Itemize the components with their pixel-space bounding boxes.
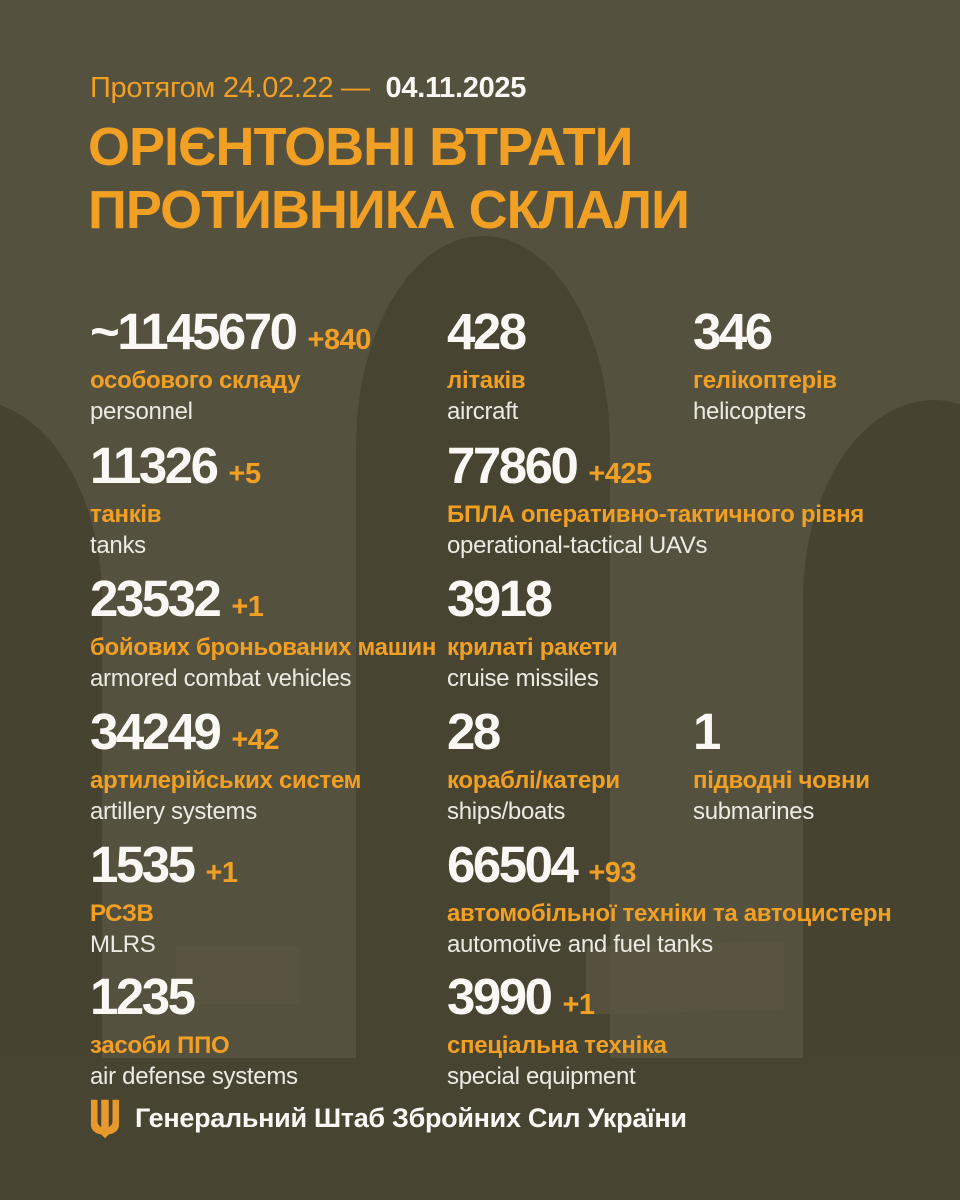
stat-label-en: aircraft xyxy=(447,397,518,425)
stat-label-en: cruise missiles xyxy=(447,664,599,692)
stat-aircraft xyxy=(447,303,537,425)
stat-tanks xyxy=(90,437,261,559)
stat-label-en: personnel xyxy=(90,397,193,425)
stat-label-uk: БПЛА оперативно-тактичного рівня xyxy=(447,501,864,529)
stat-label-en: helicopters xyxy=(693,397,806,425)
stat-mlrs xyxy=(90,836,238,958)
stat-label-uk: спеціальна техніка xyxy=(447,1032,667,1060)
stat-label-en: tanks xyxy=(90,531,146,559)
stat-label-uk: крилаті ракети xyxy=(447,634,618,662)
stat-ships xyxy=(447,703,620,825)
stat-delta: +1 xyxy=(562,989,595,1021)
stat-label-en: submarines xyxy=(693,797,815,825)
tryzub-icon xyxy=(90,1098,120,1139)
stat-label-uk: артилерійських систем xyxy=(90,767,362,795)
page-title xyxy=(88,116,689,242)
stat-label-uk: РСЗВ xyxy=(90,900,154,928)
stat-delta: +1 xyxy=(205,857,238,889)
stat-armored-vehicles xyxy=(90,570,437,692)
stat-automotive xyxy=(447,836,892,958)
stat-label-en: ships/boats xyxy=(447,797,566,825)
report-period xyxy=(90,72,526,105)
stat-value: 1535 xyxy=(90,836,194,893)
stat-delta: +93 xyxy=(588,857,637,889)
stat-value: 11326 xyxy=(90,437,217,494)
stat-air-defense xyxy=(90,968,298,1090)
stat-delta: +1 xyxy=(231,591,264,623)
stat-label-uk: гелікоптерів xyxy=(693,367,837,395)
stat-label-uk: бойових броньованих машин xyxy=(90,634,437,662)
stat-label-uk: автомобільної техніки та автоцистерн xyxy=(447,900,892,928)
stat-personnel xyxy=(90,303,371,425)
stat-value: 1 xyxy=(693,703,719,760)
stat-delta: +425 xyxy=(588,458,652,490)
stat-cruise-missiles xyxy=(447,570,618,692)
stat-value: 3990 xyxy=(447,968,551,1025)
organization-name: Генеральний Штаб Збройних Сил України xyxy=(135,1103,687,1133)
stat-label-en: operational-tactical UAVs xyxy=(447,531,708,559)
stat-label-uk: танків xyxy=(90,501,162,529)
report-date: 04.11.2025 xyxy=(385,72,527,104)
stat-label-en: air defense systems xyxy=(90,1062,298,1090)
stat-value: 77860 xyxy=(447,437,577,494)
stat-value: ~1145670 xyxy=(90,303,296,360)
stat-label-uk: кораблі/катери xyxy=(447,767,620,795)
stat-uavs xyxy=(447,437,864,559)
stat-value: 28 xyxy=(447,703,499,760)
stat-delta: +5 xyxy=(228,458,261,490)
stat-label-en: MLRS xyxy=(90,930,156,958)
stat-value: 1235 xyxy=(90,968,194,1025)
page-title-line2: ПРОТИВНИКА СКЛАЛИ xyxy=(88,180,689,240)
stat-value: 3918 xyxy=(447,570,551,627)
stat-value: 346 xyxy=(693,303,771,360)
stat-helicopters xyxy=(693,303,837,425)
stat-label-uk: літаків xyxy=(447,367,526,395)
stat-label-en: automotive and fuel tanks xyxy=(447,930,714,958)
stat-label-en: armored combat vehicles xyxy=(90,664,352,692)
stat-value: 428 xyxy=(447,303,525,360)
stat-label-uk: підводні човни xyxy=(693,767,870,795)
stat-label-en: artillery systems xyxy=(90,797,257,825)
stat-value: 23532 xyxy=(90,570,220,627)
stat-delta: +840 xyxy=(307,324,371,356)
stat-label-en: special equipment xyxy=(447,1062,636,1090)
stat-submarines xyxy=(693,703,870,825)
stat-value: 66504 xyxy=(447,836,577,893)
page-title-line1: ОРІЄНТОВНІ ВТРАТИ xyxy=(88,117,633,177)
period-label: Протягом 24.02.22 — xyxy=(90,72,370,104)
stat-label-uk: особового складу xyxy=(90,367,301,395)
stat-special-equipment xyxy=(447,968,667,1090)
stat-label-uk: засоби ППО xyxy=(90,1032,230,1060)
footer xyxy=(90,1098,687,1139)
stat-artillery xyxy=(90,703,362,825)
stat-delta: +42 xyxy=(231,724,280,756)
stat-value: 34249 xyxy=(90,703,220,760)
